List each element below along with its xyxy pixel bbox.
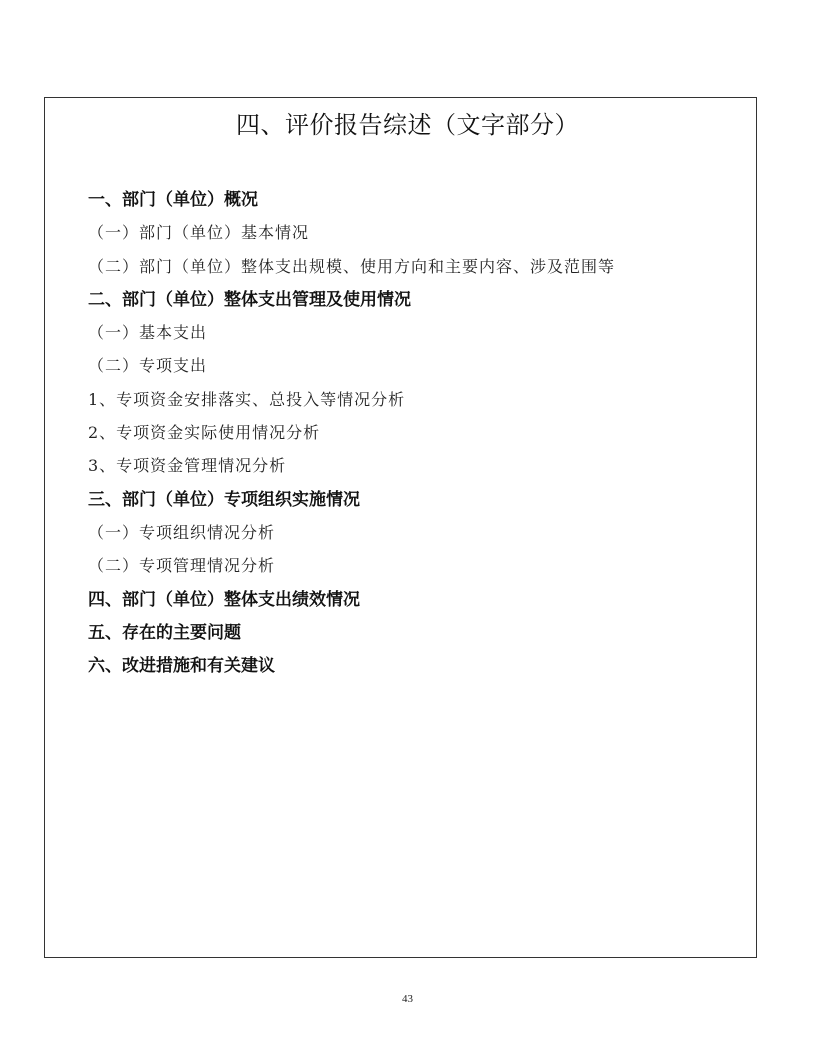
- outline-item: 四、部门（单位）整体支出绩效情况: [88, 589, 360, 610]
- outline-item: 六、改进措施和有关建议: [88, 656, 275, 677]
- page-number: 43: [402, 993, 413, 1005]
- outline-item: 2、专项资金实际使用情况分析: [88, 423, 321, 443]
- outline-item: （一）基本支出: [88, 323, 208, 343]
- outline-item: 三、部门（单位）专项组织实施情况: [88, 489, 360, 510]
- outline-item: 二、部门（单位）整体支出管理及使用情况: [88, 289, 411, 310]
- outline-item: 3、专项资金管理情况分析: [88, 456, 287, 476]
- outline-item: （二）专项管理情况分析: [88, 556, 276, 576]
- outline-list: [88, 186, 728, 685]
- outline-item: （二）部门（单位）整体支出规模、使用方向和主要内容、涉及范围等: [88, 256, 616, 276]
- outline-item: （一）部门（单位）基本情况: [88, 223, 310, 243]
- outline-item: （一）专项组织情况分析: [88, 522, 276, 542]
- outline-item: 一、部门（单位）概况: [88, 190, 258, 210]
- outline-item: 1、专项资金安排落实、总投入等情况分析: [88, 389, 406, 409]
- outline-item: （二）专项支出: [88, 356, 208, 376]
- page-title: 四、评价报告综述（文字部分）: [236, 111, 579, 139]
- outline-item: 五、存在的主要问题: [88, 622, 241, 643]
